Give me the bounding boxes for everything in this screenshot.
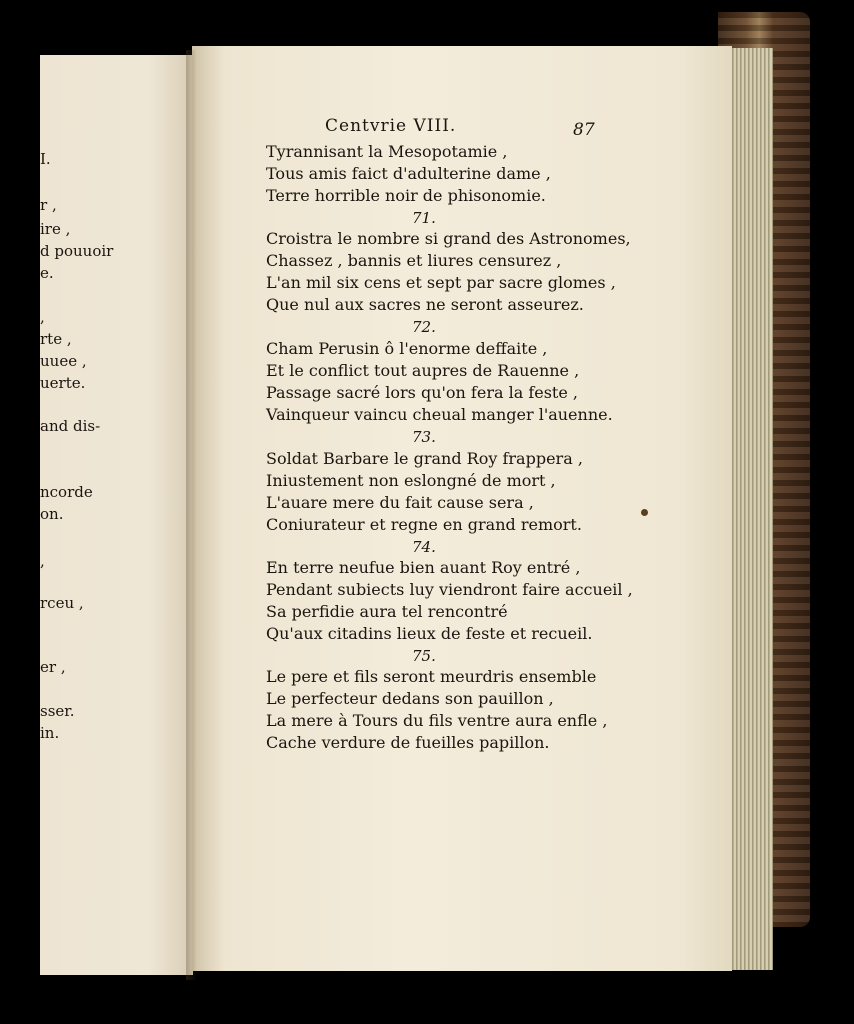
left-fragment: rceu ,	[40, 594, 84, 612]
verse-line: Coniurateur et regne en grand remort.	[266, 515, 582, 534]
left-fragment: er ,	[40, 658, 66, 676]
gutter-shadow	[186, 50, 202, 980]
verse-line: La mere à Tours du fils ventre aura enfle ,	[266, 711, 608, 730]
verse-line: L'an mil six cens et sept par sacre glomes ,	[266, 273, 616, 292]
left-fragment: in.	[40, 724, 60, 742]
verse-line: Chassez , bannis et liures censurez ,	[266, 251, 562, 270]
quatrain-number: 73.	[412, 428, 436, 446]
page-edges	[725, 48, 773, 970]
left-fragment: I.	[40, 150, 51, 168]
verse-line: Croistra le nombre si grand des Astronomes,	[266, 229, 631, 248]
verse-line: Cham Perusin ô l'enorme deffaite ,	[266, 339, 548, 358]
left-fragment: uuee ,	[40, 352, 87, 370]
left-fragment: uerte.	[40, 374, 86, 392]
verse-line: Terre horrible noir de phisonomie.	[266, 186, 546, 205]
verse-line: Iniustement non eslongné de mort ,	[266, 471, 556, 490]
left-fragment: on.	[40, 505, 64, 523]
left-fragment: d pouuoir	[40, 242, 114, 260]
foxing-spot	[641, 509, 648, 516]
verse-line: Tous amis faict d'adulterine dame ,	[266, 164, 551, 183]
verse-line: Vainqueur vaincu cheual manger l'auenne.	[266, 405, 613, 424]
left-fragment: r ,	[40, 196, 57, 214]
left-fragment: ,	[40, 308, 45, 326]
page-number: 87	[573, 120, 595, 140]
quatrain-number: 75.	[412, 647, 436, 665]
left-fragment: ncorde	[40, 483, 93, 501]
verse-line: Le pere et fils seront meurdris ensemble	[266, 667, 597, 686]
verse-line: Qu'aux citadins lieux de feste et recueil.	[266, 624, 593, 643]
left-fragment: and dis-	[40, 417, 101, 435]
verse-line: Passage sacré lors qu'on fera la feste ,	[266, 383, 578, 402]
quatrain-number: 72.	[412, 318, 436, 336]
verse-line: Pendant subiects luy viendront faire accueil ,	[266, 580, 633, 599]
left-fragment: e.	[40, 264, 54, 282]
verse-line: Soldat Barbare le grand Roy frappera ,	[266, 449, 583, 468]
left-fragment: ire ,	[40, 220, 71, 238]
left-fragment: sser.	[40, 702, 75, 720]
verse-line: En terre neufue bien auant Roy entré ,	[266, 558, 581, 577]
left-fragment: rte ,	[40, 330, 72, 348]
quatrain-number: 71.	[412, 209, 436, 227]
verse-line: Sa perfidie aura tel rencontré	[266, 602, 508, 621]
running-head: Centvrie VIII.	[325, 116, 457, 136]
quatrain-number: 74.	[412, 538, 436, 556]
verse-line: Tyrannisant la Mesopotamie ,	[266, 142, 508, 161]
left-fragment: ,	[40, 552, 45, 570]
verse-line: Cache verdure de fueilles papillon.	[266, 733, 550, 752]
verse-line: Et le conflict tout aupres de Rauenne ,	[266, 361, 580, 380]
verse-line: Le perfecteur dedans son pauillon ,	[266, 689, 554, 708]
verse-line: Que nul aux sacres ne seront asseurez.	[266, 295, 584, 314]
verse-line: L'auare mere du fait cause sera ,	[266, 493, 534, 512]
